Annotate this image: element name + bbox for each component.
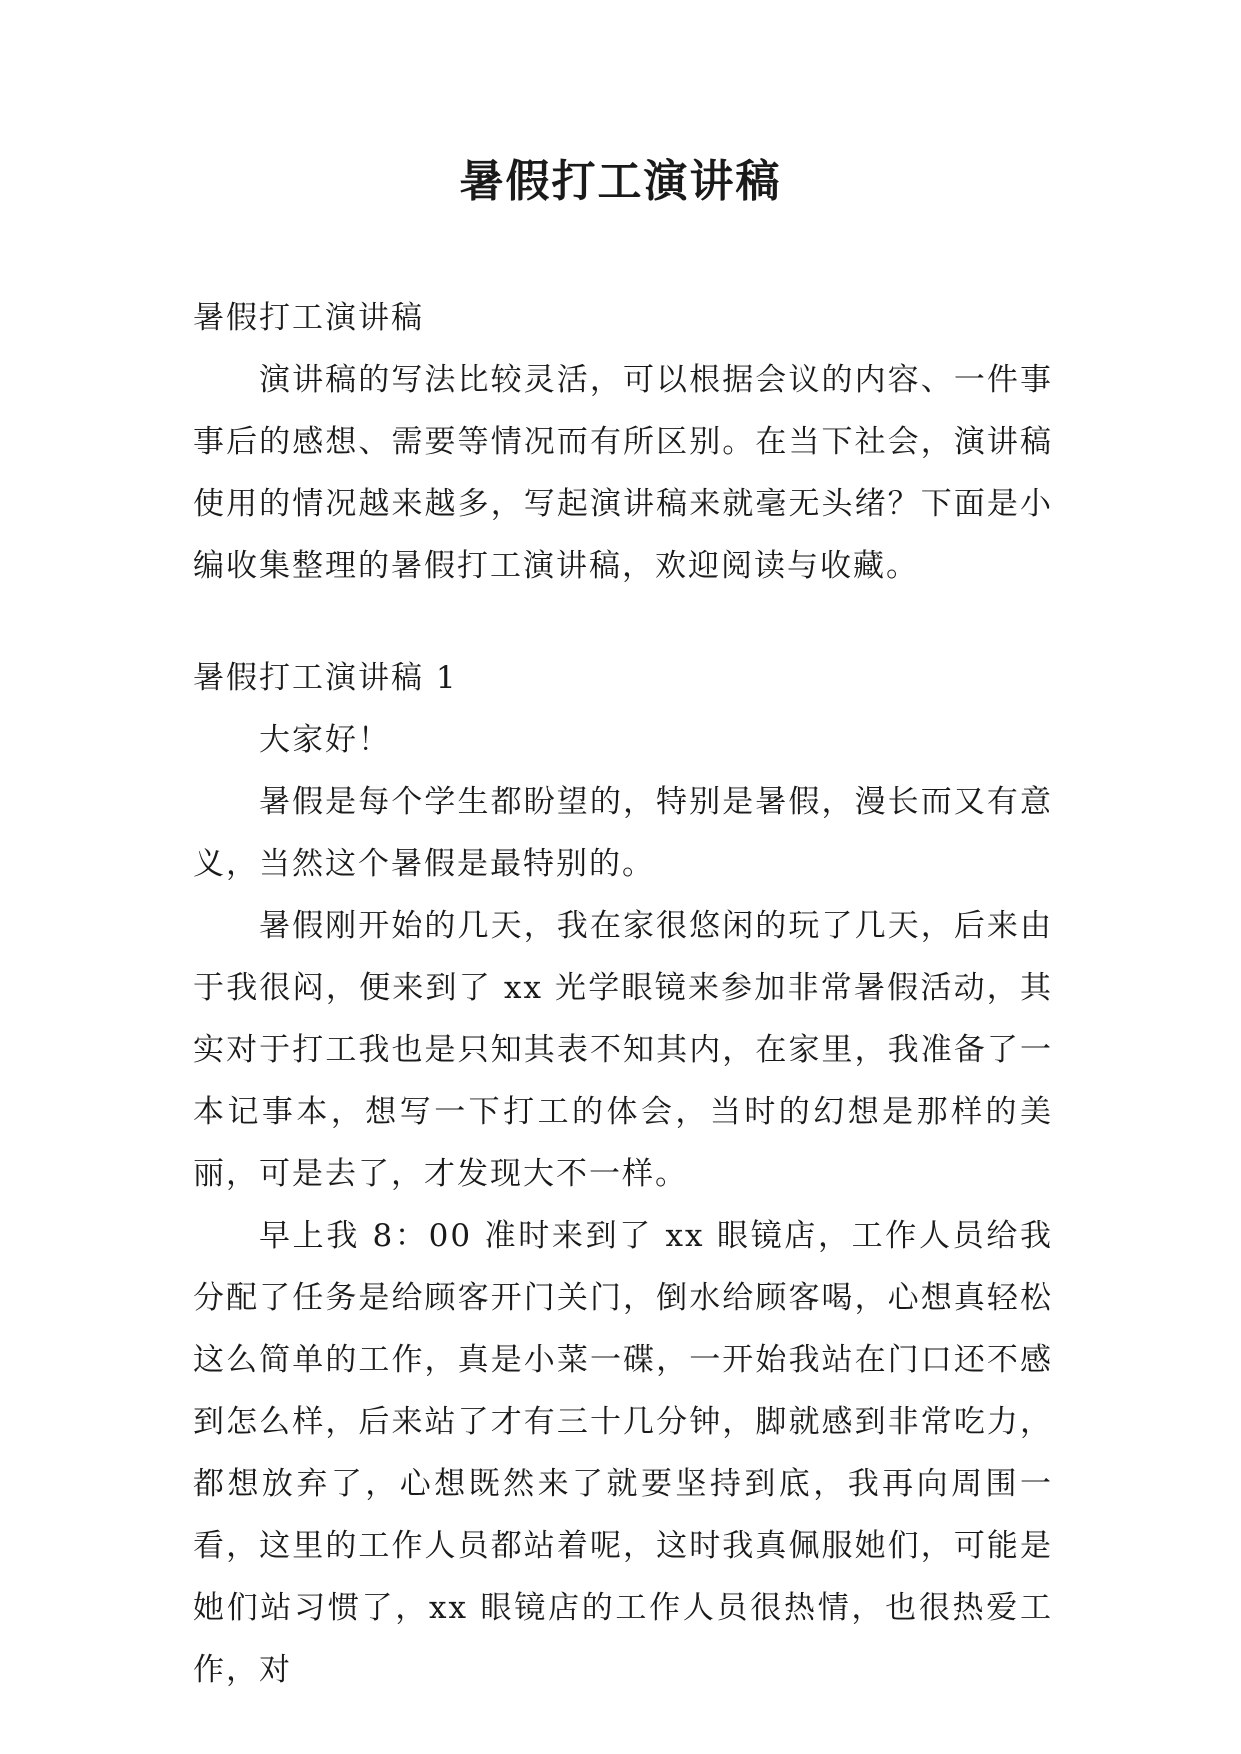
body-paragraph: 暑假是每个学生都盼望的，特别是暑假，漫长而又有意义，当然这个暑假是最特别的。	[193, 784, 1053, 882]
section-spacer	[193, 597, 1053, 647]
document-title: 暑假打工演讲稿	[459, 156, 782, 207]
greeting-paragraph: 大家好！	[259, 722, 391, 758]
intro-heading: 暑假打工演讲稿	[193, 300, 424, 336]
body-paragraph: 暑假刚开始的几天，我在家很悠闲的玩了几天，后来由于我很闷，便来到了 xx 光学眼镜来参加非常暑假活动，其实对于打工我也是只知其表不知其内，在家里，我准备了一本记事本，想写一下打工的体会，当时的幻想是那样的美丽，可是去了，才发现大不一样。	[193, 908, 1053, 1192]
section-heading: 暑假打工演讲稿 1	[193, 660, 458, 696]
document-body	[193, 287, 1053, 1701]
body-paragraph: 早上我 8：00 准时来到了 xx 眼镜店，工作人员给我分配了任务是给顾客开门关门，倒水给顾客喝，心想真轻松这么简单的工作，真是小菜一碟，一开始我站在门口还不感到怎么样，后来站了才有三十几分钟，脚就感到非常吃力，都想放弃了，心想既然来了就要坚持到底，我再向周围一看，这里的工作人员都站着呢，这时我真佩服她们，可能是她们站习惯了，xx 眼镜店的工作人员很热情，也很热爱工作，对	[193, 1218, 1053, 1688]
intro-paragraph: 演讲稿的写法比较灵活，可以根据会议的内容、一件事事后的感想、需要等情况而有所区别。在当下社会，演讲稿使用的情况越来越多，写起演讲稿来就毫无头绪？下面是小编收集整理的暑假打工演讲稿，欢迎阅读与收藏。	[193, 362, 1053, 584]
